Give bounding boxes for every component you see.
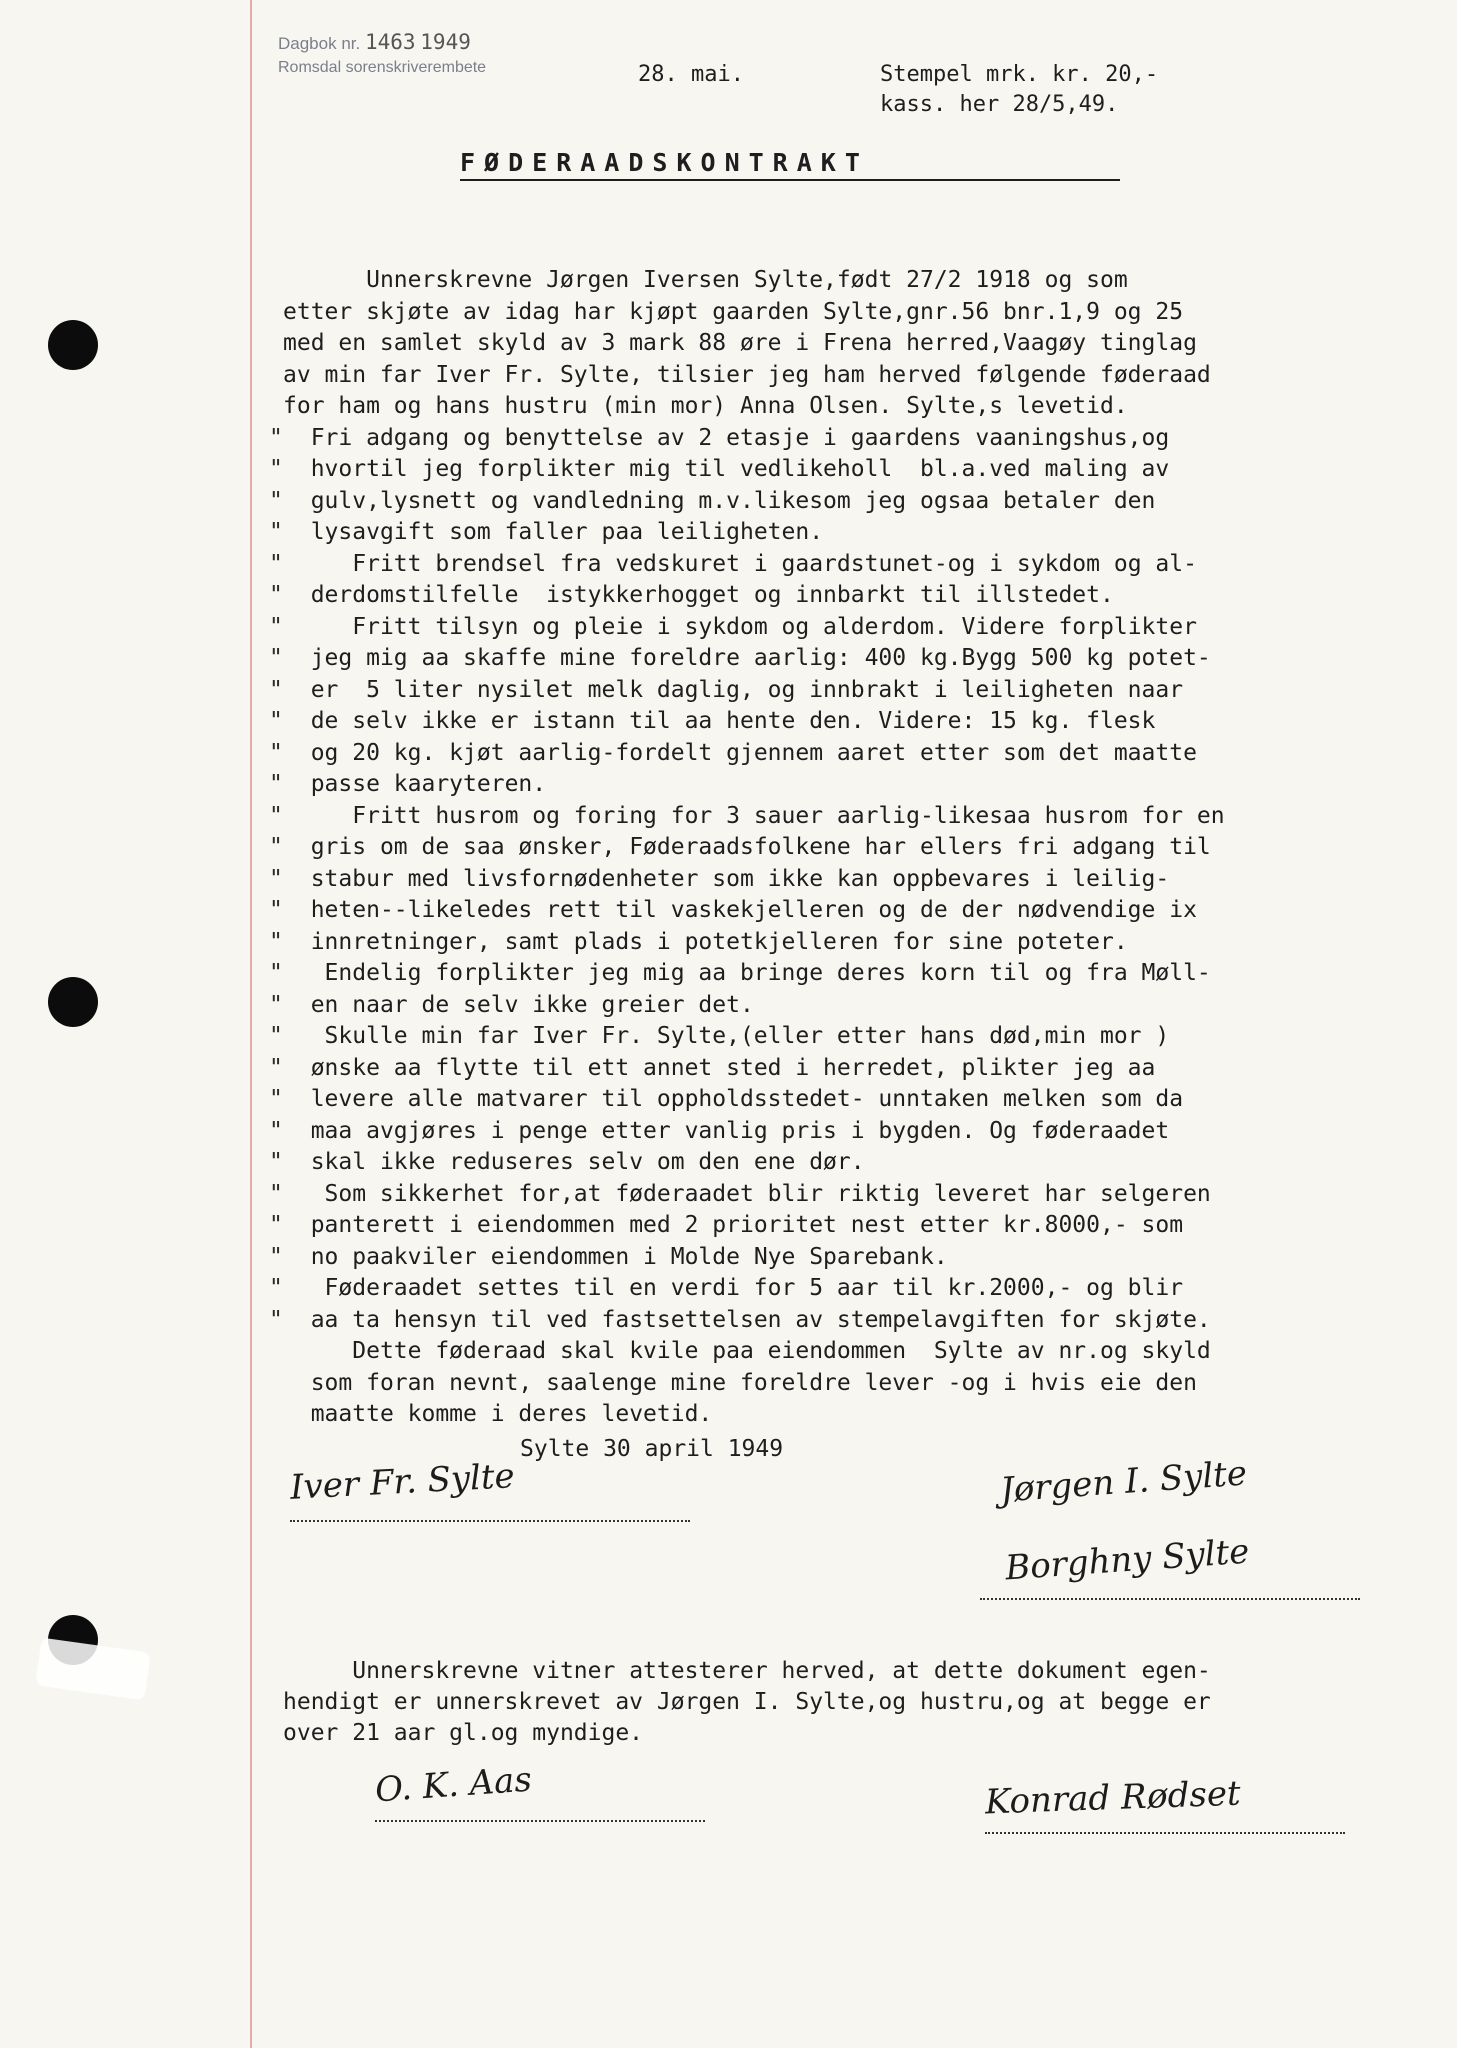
line-text: som foran nevnt, saalenge mine foreldre lever -og i hvis eie den	[310, 1369, 1197, 1396]
line-indent	[283, 456, 311, 482]
signature-iver: Iver Fr. Sylte	[289, 1456, 516, 1508]
margin-mark: "	[269, 424, 283, 451]
margin-mark: "	[269, 991, 283, 1018]
signature-line	[375, 1820, 705, 1822]
document-title: FØDERAADSKONTRAKT	[460, 148, 1120, 181]
stamp-year: 1949	[420, 30, 471, 54]
line-indent	[283, 645, 311, 671]
line-text: gris om de saa ønsker, Føderaadsfolkene har ellers fri adgang til	[310, 834, 1211, 860]
margin-mark: "	[269, 613, 283, 640]
stempel-line-1: Stempel mrk. kr. 20,-	[880, 62, 1159, 87]
line-indent	[283, 488, 311, 514]
line-indent	[283, 1307, 311, 1333]
margin-mark: "	[269, 802, 283, 829]
line-text: en naar de selv ikke greier det.	[310, 991, 754, 1018]
line-text: Unnerskrevne Jørgen Iversen Sylte,født 27/2 1918 og som	[366, 267, 1128, 293]
margin-mark: "	[269, 456, 283, 482]
line-text: Fri adgang og benyttelse av 2 etasje i gaardens vaaningshus,og	[310, 424, 1170, 451]
line-indent	[283, 1370, 311, 1396]
margin-mark: "	[269, 928, 283, 955]
signature-line	[290, 1520, 690, 1522]
line-text: Endelig forplikter jeg mig aa bringe deres korn til og fra Møll-	[324, 960, 1211, 986]
line-text: panterett i eiendommen med 2 prioritet nest etter kr.8000,- som	[310, 1212, 1184, 1238]
stamp-prefix: Dagbok nr.	[278, 34, 361, 53]
text-line	[269, 643, 1433, 675]
line-text: med en samlet skyld av 3 mark 88 øre i Frena herred,Vaagøy tinglag	[283, 330, 1197, 356]
line-indent	[283, 1338, 352, 1364]
text-line	[269, 612, 1433, 644]
line-indent	[283, 1055, 311, 1081]
line-indent	[283, 960, 325, 986]
witness-attestation	[283, 1656, 1433, 1749]
margin-mark: "	[269, 519, 283, 545]
line-text: hvortil jeg forplikter mig til vedlikeholl bl.a.ved maling av	[310, 456, 1170, 482]
text-line	[269, 769, 1433, 801]
text-line	[269, 864, 1433, 896]
punch-hole	[48, 320, 98, 370]
margin-mark: "	[269, 897, 283, 923]
signature-witness-rodset: Konrad Rødset	[984, 1773, 1242, 1823]
line-text: levere alle matvarer til oppholdsstedet- unntaken melken som da	[310, 1086, 1184, 1112]
place-date: Sylte 30 april 1949	[520, 1436, 784, 1462]
text-line	[269, 801, 1433, 833]
text-line	[269, 454, 1433, 486]
margin-mark: "	[269, 676, 283, 703]
text-line	[269, 423, 1433, 455]
line-indent	[283, 1658, 352, 1684]
margin-mark: "	[269, 1086, 283, 1112]
line-indent	[283, 1275, 325, 1301]
line-indent	[283, 1086, 311, 1112]
contract-body	[269, 265, 1433, 1431]
line-text: skal ikke reduseres selv om den ene dør.	[310, 1149, 865, 1175]
line-text: Skulle min far Iver Fr. Sylte,(eller etter hans død,min mor )	[324, 1023, 1170, 1049]
margin-mark: "	[269, 1149, 283, 1175]
line-text: Dette føderaad skal kvile paa eiendommen Sylte av nr.og skyld	[352, 1338, 1211, 1364]
line-text: no paakviler eiendommen i Molde Nye Sparebank.	[310, 1243, 948, 1270]
line-text: etter skjøte av idag har kjøpt gaarden Sylte,gnr.56 bnr.1,9 og 25	[283, 298, 1184, 325]
text-line	[269, 895, 1433, 927]
line-indent	[283, 834, 311, 860]
margin-mark: "	[269, 834, 283, 860]
text-line	[283, 1656, 1433, 1687]
margin-mark: "	[269, 865, 283, 892]
text-line	[269, 1242, 1433, 1274]
text-line	[269, 706, 1433, 738]
margin-mark: "	[269, 771, 283, 797]
text-line	[283, 1687, 1433, 1718]
line-text: og 20 kg. kjøt aarlig-fordelt gjennem aaret etter som det maatte	[310, 739, 1197, 766]
signature-line	[980, 1598, 1360, 1600]
text-line	[283, 1336, 1433, 1368]
line-indent	[283, 519, 311, 545]
line-indent	[283, 1149, 311, 1175]
line-text: Fritt brendsel fra vedskuret i gaardstunet-og i sykdom og al-	[352, 550, 1197, 577]
margin-mark: "	[269, 550, 283, 577]
text-line	[269, 486, 1433, 518]
line-indent	[283, 771, 311, 797]
line-indent	[283, 866, 311, 892]
line-text: ønske aa flytte til ett annet sted i herredet, plikter jeg aa	[310, 1054, 1156, 1081]
text-line	[269, 990, 1433, 1022]
line-indent	[283, 1212, 311, 1238]
line-indent	[283, 582, 311, 608]
line-text: for ham og hans hustru (min mor) Anna Olsen. Sylte,s levetid.	[283, 393, 1128, 419]
registry-stamp	[278, 30, 588, 86]
margin-mark: "	[269, 1117, 283, 1144]
text-line	[269, 1147, 1433, 1179]
text-line	[269, 580, 1433, 612]
text-line	[283, 297, 1433, 329]
line-text: Føderaadet settes til en verdi for 5 aar til kr.2000,- og blir	[324, 1275, 1184, 1301]
margin-mark: "	[269, 1212, 283, 1238]
text-line	[283, 1399, 1433, 1431]
stamp-number: 1463	[364, 30, 416, 54]
line-text: derdomstilfelle istykkerhogget og innbarkt til illstedet.	[310, 582, 1114, 608]
margin-mark: "	[269, 1180, 283, 1207]
signature-jorgen: Jørgen I. Sylte	[998, 1453, 1249, 1511]
line-text: Fritt husrom og foring for 3 sauer aarlig-likesaa husrom for en	[352, 802, 1225, 829]
text-line	[269, 1053, 1433, 1085]
registration-date: 28. mai.	[638, 62, 744, 87]
margin-line	[250, 0, 252, 2048]
stamp-office: Romsdal sorenskriverembete	[278, 59, 487, 76]
line-indent	[283, 551, 352, 577]
line-text: av min far Iver Fr. Sylte, tilsier jeg ham herved følgende føderaad	[283, 361, 1211, 388]
line-indent	[283, 897, 311, 923]
line-text: gulv,lysnett og vandledning m.v.likesom jeg ogsaa betaler den	[310, 487, 1156, 514]
line-text: passe kaaryteren.	[310, 771, 547, 797]
text-line	[283, 360, 1433, 392]
text-line	[269, 1084, 1433, 1116]
line-text: maatte komme i deres levetid.	[310, 1401, 713, 1427]
margin-mark: "	[269, 645, 283, 671]
line-text: Fritt tilsyn og pleie i sykdom og alderdom. Videre forplikter	[352, 613, 1197, 640]
text-line	[269, 1021, 1433, 1053]
line-text: er 5 liter nysilet melk daglig, og innbrakt i leiligheten naar	[310, 676, 1184, 703]
line-text: Unnerskrevne vitner attesterer herved, at dette dokument egen-	[352, 1658, 1211, 1684]
line-indent	[283, 740, 311, 766]
text-line	[269, 549, 1433, 581]
line-indent	[283, 708, 311, 734]
signature-borghny: Borghny Sylte	[1003, 1531, 1251, 1589]
line-indent	[283, 803, 352, 829]
punch-hole	[48, 977, 98, 1027]
line-indent	[283, 677, 311, 703]
text-line	[269, 927, 1433, 959]
text-line	[269, 738, 1433, 770]
margin-mark: "	[269, 1243, 283, 1270]
signature-witness-aas: O. K. Aas	[373, 1759, 534, 1811]
margin-mark: "	[269, 960, 283, 986]
text-line	[269, 832, 1433, 864]
stamp-fee-note	[880, 60, 1158, 120]
line-text: hendigt er unnerskrevet av Jørgen I. Sylte,og hustru,og at begge er	[283, 1689, 1211, 1715]
line-text: innretninger, samt plads i potetkjelleren for sine poteter.	[310, 928, 1128, 955]
line-indent	[283, 267, 366, 293]
line-indent	[283, 1023, 325, 1049]
line-text: de selv ikke er istann til aa hente den. Videre: 15 kg. flesk	[310, 708, 1156, 734]
line-indent	[283, 1401, 311, 1427]
text-line	[269, 1305, 1433, 1337]
text-line	[269, 1116, 1433, 1148]
text-line	[283, 1718, 1433, 1749]
line-indent	[283, 425, 311, 451]
line-indent	[283, 1118, 311, 1144]
text-line	[283, 391, 1433, 423]
line-text: maa avgjøres i penge etter vanlig pris i bygden. Og føderaadet	[310, 1117, 1170, 1144]
text-line	[269, 1179, 1433, 1211]
signature-line	[985, 1832, 1345, 1834]
paper-smudge	[35, 1638, 151, 1701]
line-text: Som sikkerhet for,at føderaadet blir riktig leveret har selgeren	[324, 1180, 1211, 1207]
margin-mark: "	[269, 1023, 283, 1049]
margin-mark: "	[269, 708, 283, 734]
text-line	[283, 265, 1433, 297]
text-line	[283, 328, 1433, 360]
line-indent	[283, 1181, 325, 1207]
stempel-line-2: kass. her 28/5,49.	[880, 92, 1119, 117]
line-text: aa ta hensyn til ved fastsettelsen av stempelavgiften for skjøte.	[310, 1306, 1211, 1333]
line-text: jeg mig aa skaffe mine foreldre aarlig: 400 kg.Bygg 500 kg potet-	[310, 645, 1211, 671]
text-line	[269, 517, 1433, 549]
margin-mark: "	[269, 1275, 283, 1301]
text-line	[269, 1273, 1433, 1305]
line-text: stabur med livsfornødenheter som ikke kan oppbevares i leilig-	[310, 865, 1170, 892]
line-text: heten--likeledes rett til vaskekjelleren og de der nødvendige ix	[310, 897, 1197, 923]
text-line	[269, 675, 1433, 707]
text-line	[269, 958, 1433, 990]
line-indent	[283, 1244, 311, 1270]
margin-mark: "	[269, 582, 283, 608]
line-text: lysavgift som faller paa leiligheten.	[310, 519, 824, 545]
line-indent	[283, 614, 352, 640]
text-line	[283, 1368, 1433, 1400]
line-indent	[283, 929, 311, 955]
margin-mark: "	[269, 1054, 283, 1081]
line-indent	[283, 992, 311, 1018]
margin-mark: "	[269, 1306, 283, 1333]
text-line	[269, 1210, 1433, 1242]
line-text: over 21 aar gl.og myndige.	[283, 1720, 644, 1746]
margin-mark: "	[269, 487, 283, 514]
margin-mark: "	[269, 739, 283, 766]
